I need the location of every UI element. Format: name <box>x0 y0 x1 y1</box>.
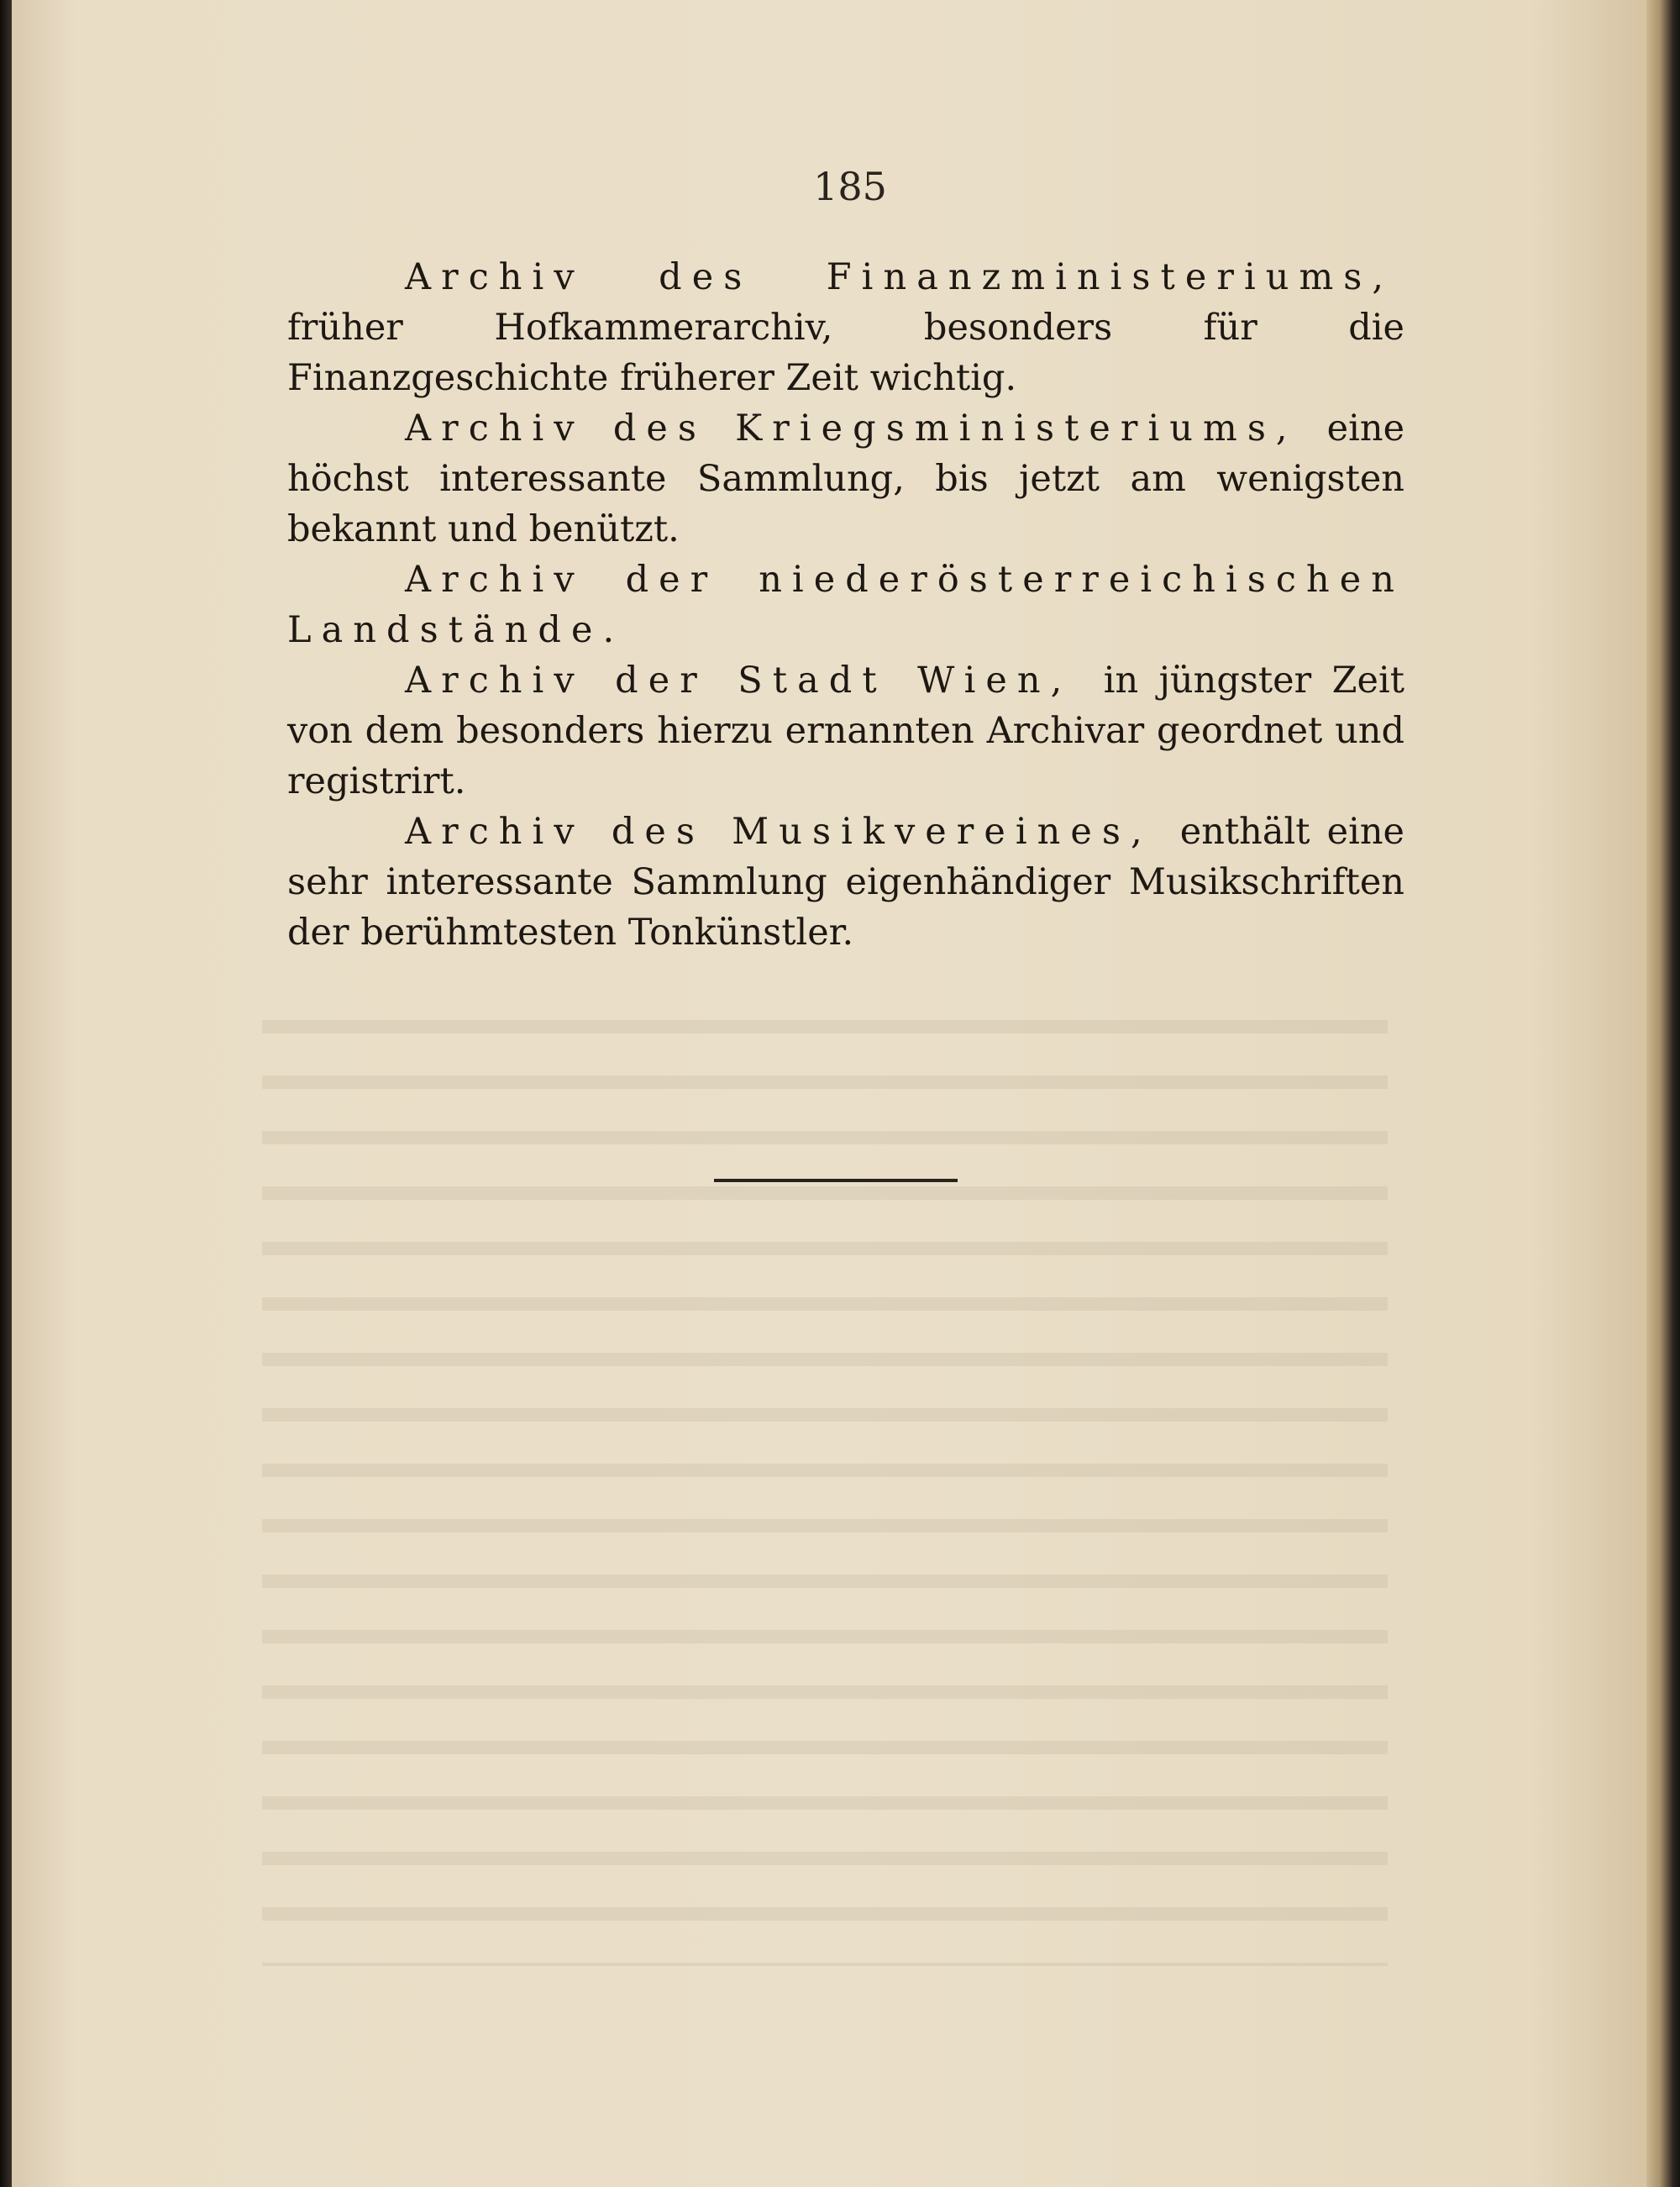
page-number: 185 <box>813 164 887 209</box>
entry-heading: Archiv des Finanzministeriums, <box>405 256 1394 298</box>
show-through-text <box>262 991 1388 1966</box>
entry-heading: Archiv des Musikvereines, <box>405 811 1152 853</box>
entry-stadt-wien <box>287 655 1404 807</box>
entry-finanzministerium <box>287 252 1404 403</box>
book-spine-shadow <box>0 0 12 2187</box>
section-end-rule <box>714 1179 958 1182</box>
entry-kriegsministerium <box>287 403 1404 555</box>
entry-heading: Archiv der niederösterreichischen Landstände. <box>287 559 1404 651</box>
page-edge <box>1646 0 1680 2187</box>
book-page <box>10 0 1663 2187</box>
entry-body: in jüngster Zeit von dem besonders hierzu ernannten Archivar geordnet und registrirt. <box>287 660 1404 802</box>
entry-landstaende <box>287 555 1404 655</box>
entry-musikverein <box>287 807 1404 958</box>
entry-heading: Archiv der Stadt Wien, <box>405 660 1073 702</box>
entry-body: enthält eine sehr interessante Sammlung eigenhändiger Musikschriften der berühmtesten Tonkünstler. <box>287 811 1405 954</box>
entry-heading: Archiv des Kriegsministeriums, <box>405 407 1298 449</box>
archive-list <box>287 252 1404 958</box>
entry-body: eine höchst interessante Sammlung, bis jetzt am wenigsten bekannt und benützt. <box>287 407 1405 550</box>
entry-body: früher Hofkammerarchiv, besonders für die Finanzgeschichte früherer Zeit wichtig. <box>287 307 1404 399</box>
